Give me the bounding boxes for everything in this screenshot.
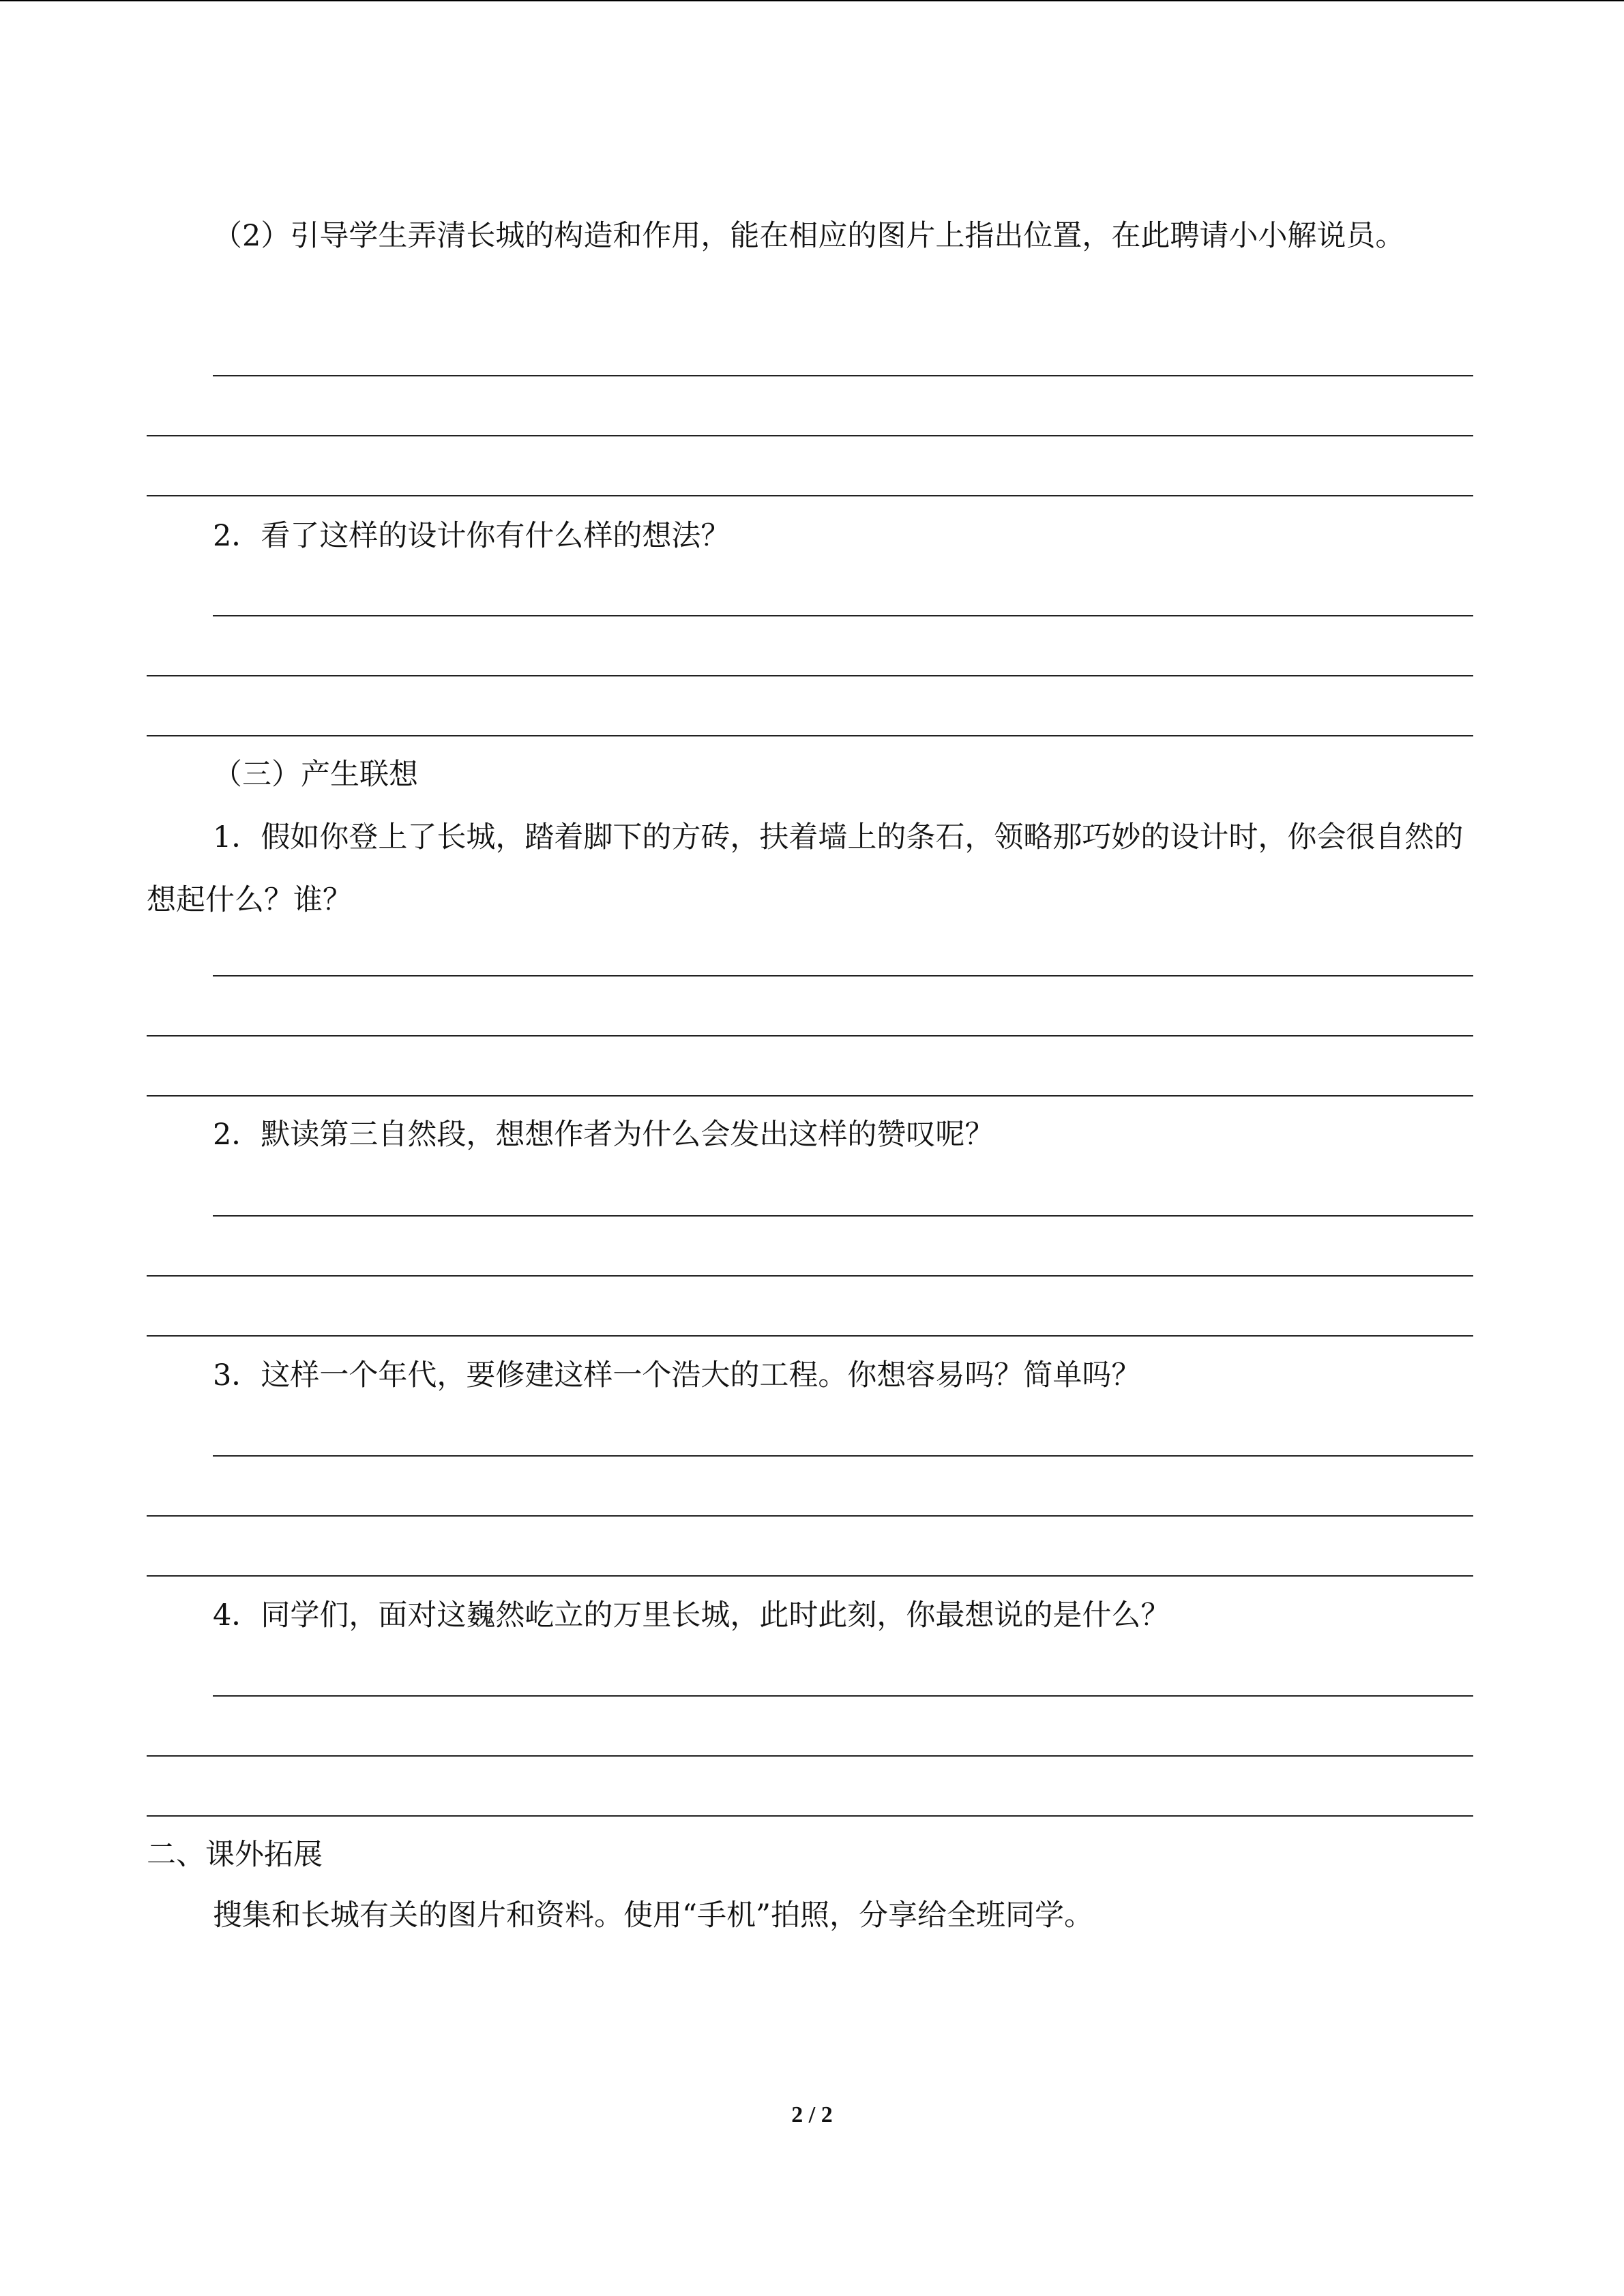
answer-line[interactable] <box>213 615 1473 616</box>
answer-line[interactable] <box>147 1815 1473 1817</box>
answer-line[interactable] <box>147 1335 1473 1337</box>
page-top-border <box>0 0 1624 1</box>
extension-instructions: 搜集和长城有关的图片和资料。使用“手机”拍照，分享给全班同学。 <box>213 1898 1093 1933</box>
answer-line[interactable] <box>147 1755 1473 1757</box>
question-design-thoughts: 2．看了这样的设计你有什么样的想法？ <box>213 519 730 553</box>
answer-line[interactable] <box>213 1455 1473 1457</box>
section-title-association: （三）产生联想 <box>213 758 418 792</box>
section-title-extension: 二、课外拓展 <box>147 1838 323 1872</box>
answer-line[interactable] <box>147 1275 1473 1277</box>
question-read-paragraph-three: 2．默读第三自然段，想想作者为什么会发出这样的赞叹呢？ <box>213 1118 994 1152</box>
answer-line[interactable] <box>147 735 1473 736</box>
answer-line[interactable] <box>147 1515 1473 1517</box>
answer-line[interactable] <box>147 1575 1473 1577</box>
answer-line[interactable] <box>147 1095 1473 1097</box>
answer-line[interactable] <box>213 1215 1473 1217</box>
question-imagine-great-wall: 1．假如你登上了长城，踏着脚下的方砖，扶着墙上的条石，领略那巧妙的设计时，你会很自然的想起什么？谁？ <box>147 820 1464 917</box>
paragraph-guide-students: （2）引导学生弄清长城的构造和作用，能在相应的图片上指出位置，在此聘请小小解说员。 <box>213 219 1405 253</box>
page-number: 2 / 2 <box>791 2102 833 2128</box>
answer-line[interactable] <box>147 1035 1473 1037</box>
answer-line[interactable] <box>147 435 1473 436</box>
answer-line[interactable] <box>213 1695 1473 1697</box>
answer-line[interactable] <box>213 375 1473 376</box>
answer-line[interactable] <box>147 495 1473 496</box>
answer-line[interactable] <box>147 675 1473 676</box>
question-what-to-say: 4．同学们，面对这巍然屹立的万里长城，此时此刻，你最想说的是什么？ <box>213 1598 1170 1632</box>
answer-line[interactable] <box>213 975 1473 976</box>
question-era-construction: 3．这样一个年代，要修建这样一个浩大的工程。你想容易吗？简单吗？ <box>213 1358 1141 1392</box>
